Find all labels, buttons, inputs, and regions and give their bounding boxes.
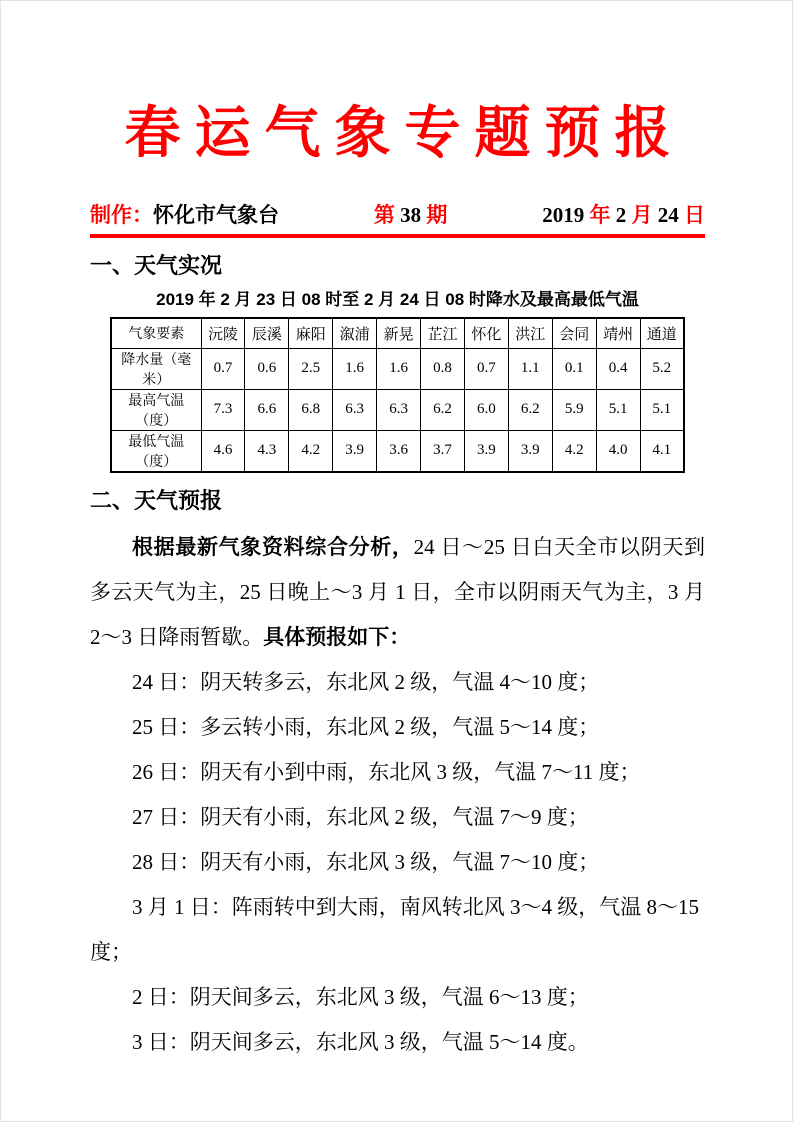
data-cell: 1.1	[508, 348, 552, 389]
col-header-city: 洪江	[508, 318, 552, 348]
col-header-city: 通道	[640, 318, 684, 348]
section1-heading: 一、天气实况	[90, 253, 223, 278]
data-cell: 3.9	[464, 430, 508, 472]
data-cell: 4.6	[201, 430, 245, 472]
meta-row	[90, 200, 705, 231]
issue-group	[374, 200, 448, 231]
col-header-city: 麻阳	[289, 318, 333, 348]
section2-heading: 二、天气预报	[90, 487, 223, 513]
data-cell: 2.5	[289, 348, 333, 389]
data-cell: 5.9	[552, 389, 596, 430]
data-cell: 4.1	[640, 430, 684, 472]
data-cell: 6.3	[333, 389, 377, 430]
data-cell: 0.1	[552, 348, 596, 389]
issue-suffix: 期	[426, 204, 448, 227]
data-cell: 0.7	[464, 348, 508, 389]
issue-prefix: 第	[373, 204, 395, 227]
table-row	[111, 389, 684, 430]
forecast-item: 27 日：阴天有小雨，东北风 2 级，气温 7～9 度；	[132, 804, 589, 829]
data-cell: 5.1	[596, 389, 640, 430]
date-month: 2	[615, 203, 627, 227]
issue-number: 38	[400, 203, 422, 227]
col-header-city: 溆浦	[333, 318, 377, 348]
forecast-intro-text: 24 日～25 日白天全市以阴天到多云天气为主，25 日晚上～3 月 1 日，全市以阴雨天气为主，3 月 2～3 日降雨暂歇。	[90, 534, 706, 649]
data-cell: 4.3	[245, 430, 289, 472]
data-cell: 4.2	[289, 430, 333, 472]
data-cell: 4.0	[596, 430, 640, 472]
col-header-city: 靖州	[596, 318, 640, 348]
data-cell: 3.7	[421, 430, 465, 472]
data-cell: 6.0	[464, 389, 508, 430]
forecast-body	[90, 525, 705, 1065]
data-cell: 0.8	[421, 348, 465, 389]
row-label: 最低气温（度）	[111, 430, 201, 472]
producer-value: 怀化市气象台	[153, 204, 279, 227]
data-cell: 3.6	[377, 430, 421, 472]
row-label: 最高气温（度）	[111, 389, 201, 430]
data-cell: 5.2	[640, 348, 684, 389]
forecast-item: 3 日：阴天间多云，东北风 3 级，气温 5～14 度。	[132, 1029, 589, 1054]
data-cell: 0.6	[245, 348, 289, 389]
date-year-unit: 年	[589, 204, 611, 227]
data-cell: 4.2	[552, 430, 596, 472]
date-group	[542, 200, 705, 231]
data-cell: 1.6	[333, 348, 377, 389]
table-header-row	[111, 318, 684, 348]
producer-label: 制作：	[90, 204, 153, 227]
data-cell: 1.6	[377, 348, 421, 389]
col-header-city: 沅陵	[201, 318, 245, 348]
data-cell: 6.8	[289, 389, 333, 430]
divider-rule	[90, 234, 705, 238]
data-cell: 0.4	[596, 348, 640, 389]
weather-observations-table	[110, 317, 685, 473]
row-label: 降水量（毫米）	[111, 348, 201, 389]
data-cell: 6.2	[508, 389, 552, 430]
forecast-item: 26 日：阴天有小到中雨，东北风 3 级，气温 7～11 度；	[132, 759, 641, 784]
data-cell: 5.1	[640, 389, 684, 430]
data-cell: 6.2	[421, 389, 465, 430]
document-title: 春运气象专题预报	[124, 100, 685, 166]
forecast-intro-lead: 根据最新气象资料综合分析，	[132, 535, 414, 559]
producer-group	[90, 200, 279, 231]
date-day-unit: 日	[684, 204, 705, 227]
forecast-item: 28 日：阴天有小雨，东北风 3 级，气温 7～10 度；	[132, 849, 600, 874]
forecast-item: 25 日：多云转小雨，东北风 2 级，气温 5～14 度；	[132, 714, 600, 739]
table-row	[111, 430, 684, 472]
date-month-unit: 月	[631, 204, 653, 227]
col-header-city: 芷江	[421, 318, 465, 348]
forecast-item: 2 日：阴天间多云，东北风 3 级，气温 6～13 度；	[132, 984, 589, 1009]
date-day: 24	[657, 203, 679, 227]
weather-table-title: 2019 年 2 月 23 日 08 时至 2 月 24 日 08 时降水及最高最低气温	[156, 290, 639, 309]
table-row	[111, 348, 684, 389]
date-year: 2019	[542, 203, 585, 227]
forecast-item: 24 日：阴天转多云，东北风 2 级，气温 4～10 度；	[132, 669, 600, 694]
col-header-element: 气象要素	[111, 318, 201, 348]
col-header-city: 新晃	[377, 318, 421, 348]
data-cell: 7.3	[201, 389, 245, 430]
data-cell: 6.3	[377, 389, 421, 430]
data-cell: 0.7	[201, 348, 245, 389]
data-cell: 3.9	[508, 430, 552, 472]
forecast-item: 3 月 1 日：阵雨转中到大雨，南风转北风 3～4 级，气温 8～15 度；	[90, 894, 699, 964]
data-cell: 3.9	[333, 430, 377, 472]
forecast-intro-tail: 具体预报如下：	[263, 625, 411, 649]
col-header-city: 辰溪	[245, 318, 289, 348]
forecast-intro-paragraph	[90, 525, 705, 660]
col-header-city: 怀化	[464, 318, 508, 348]
data-cell: 6.6	[245, 389, 289, 430]
col-header-city: 会同	[552, 318, 596, 348]
